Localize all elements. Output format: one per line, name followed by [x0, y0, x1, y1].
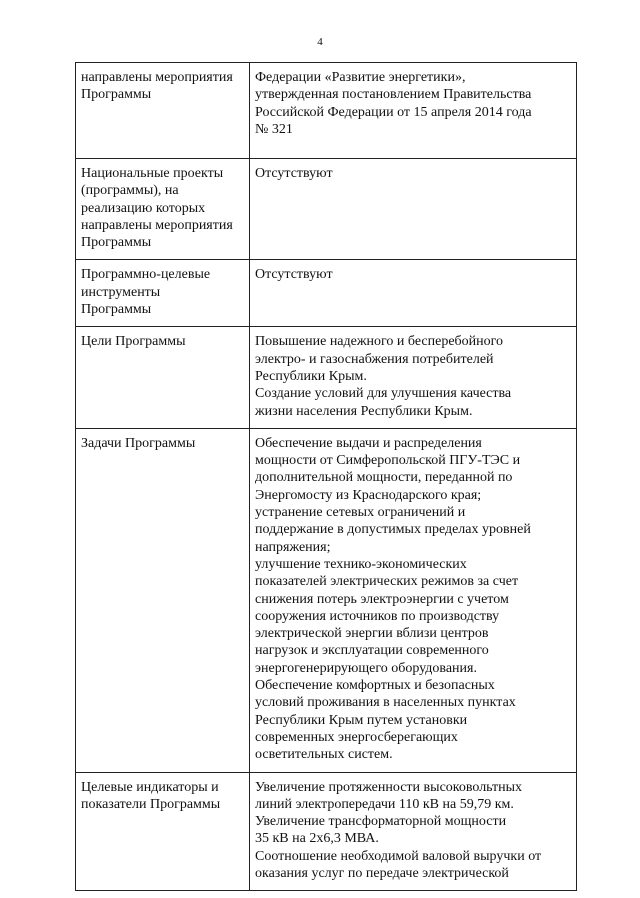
label-line: Программы: [81, 235, 152, 251]
row-label-cell: [76, 772, 250, 891]
row-value-cell: [250, 327, 577, 428]
value-line: снижения потерь электроэнергии с учетом: [255, 591, 509, 607]
value-line: Соотношение необходимой валовой выручки от: [255, 848, 542, 864]
row-value-cell: [250, 159, 577, 260]
table-row: [76, 428, 577, 772]
value-line: мощности от Симферопольской ПГУ-ТЭС и: [255, 453, 521, 469]
value-line: Федерации «Развитие энергетики»,: [255, 70, 466, 85]
value-line: энергогенерирующего оборудования.: [255, 660, 477, 676]
page-number: 4: [317, 36, 323, 48]
value-line: Энергомосту из Краснодарского края;: [255, 487, 482, 503]
label-line: направлены мероприятия: [81, 70, 233, 85]
row-label-cell: [76, 428, 250, 772]
table-body: [76, 63, 577, 891]
label-line: Программы: [81, 87, 152, 103]
label-line: Программно-целевые: [81, 267, 211, 283]
label-line: Национальные проекты: [81, 166, 224, 181]
row-value-cell: [250, 260, 577, 327]
row-label-cell: [76, 159, 250, 260]
label-line: Цели Программы: [81, 334, 186, 350]
table-row: [76, 63, 577, 159]
value-line: 35 кВ на 2х6,3 МВА.: [255, 831, 379, 847]
table-row: [76, 159, 577, 260]
value-line: Отсутствуют: [255, 166, 333, 181]
value-line: Повышение надежного и бесперебойного: [255, 334, 504, 350]
value-line: сооружения источников по производству: [255, 608, 500, 624]
value-line: напряжения;: [255, 539, 331, 555]
value-line: осветительных систем.: [255, 747, 393, 763]
table-row: [76, 772, 577, 891]
value-line: условий проживания в населенных пунктах: [255, 695, 516, 711]
table-row: [76, 327, 577, 428]
value-line: Российской Федерации от 15 апреля 2014 года: [255, 104, 532, 120]
label-line: Целевые индикаторы и: [81, 779, 219, 795]
value-line: Республики Крым путем установки: [255, 712, 468, 728]
value-line: Отсутствуют: [255, 267, 333, 283]
value-line: электрической энергии вблизи центров: [255, 626, 489, 642]
value-line: показателей электрических режимов за счет: [255, 574, 519, 590]
value-line: жизни населения Республики Крым.: [255, 403, 473, 419]
value-line: улучшение технико-экономических: [255, 556, 467, 572]
value-line: устранение сетевых ограничений и: [255, 505, 466, 521]
row-label-cell: [76, 260, 250, 327]
label-line: показатели Программы: [81, 796, 221, 812]
value-line: Обеспечение выдачи и распределения: [255, 435, 482, 451]
value-line: дополнительной мощности, переданной по: [255, 470, 513, 486]
value-line: Создание условий для улучшения качества: [255, 386, 512, 402]
row-value-cell: [250, 428, 577, 772]
value-line: Обеспечение комфортных и безопасных: [255, 678, 495, 694]
label-line: направлены мероприятия: [81, 217, 233, 233]
value-line: электро- и газоснабжения потребителей: [255, 351, 494, 367]
value-line: нагрузок и эксплуатации современного: [255, 643, 489, 659]
label-line: Задачи Программы: [81, 435, 196, 451]
label-line: инструменты: [81, 284, 161, 300]
value-line: утвержденная постановлением Правительства: [255, 87, 532, 103]
value-line: Увеличение трансформаторной мощности: [255, 814, 507, 830]
value-line: № 321: [255, 121, 293, 137]
value-line: оказания услуг по передаче электрической: [255, 865, 509, 881]
row-label-cell: [76, 63, 250, 159]
program-passport-table: [75, 62, 577, 891]
value-line: линий электропередачи 110 кВ на 59,79 км.: [255, 796, 514, 812]
row-label-cell: [76, 327, 250, 428]
label-line: Программы: [81, 302, 152, 318]
value-line: поддержание в допустимых пределах уровней: [255, 522, 531, 538]
row-value-cell: [250, 63, 577, 159]
row-value-cell: [250, 772, 577, 891]
label-line: реализацию которых: [81, 200, 206, 216]
value-line: современных энергосберегающих: [255, 729, 458, 745]
table-row: [76, 260, 577, 327]
label-line: (программы), на: [81, 183, 179, 199]
value-line: Увеличение протяженности высоковольтных: [255, 779, 523, 795]
value-line: Республики Крым.: [255, 368, 367, 384]
